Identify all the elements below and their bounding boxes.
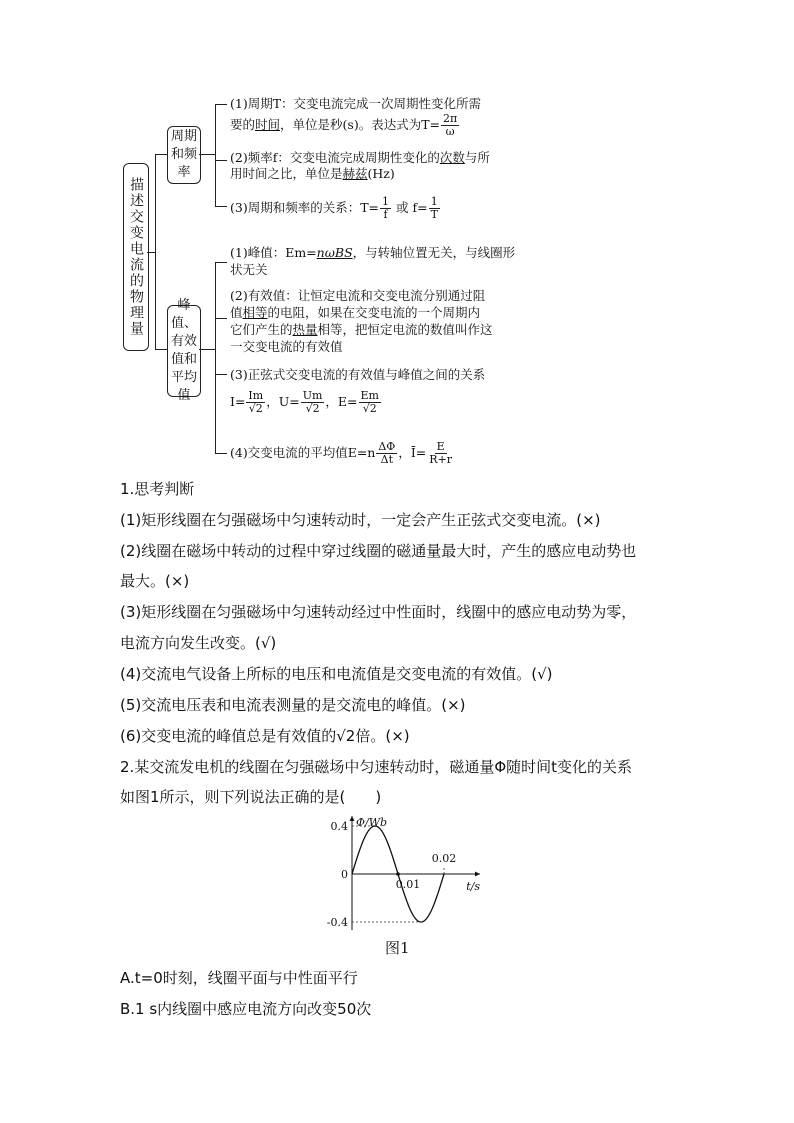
mindmap-root (123, 163, 149, 351)
period-line2: 要的时间，单位是秒(s)。表达式为T= $\frac{2\pi}{\omega}$ (230, 112, 458, 138)
x-axis-arrow (475, 872, 480, 877)
judgement-6: (6)交变电流的峰值总是有效值的√2倍。(×) (120, 727, 410, 745)
connector (215, 160, 227, 161)
average-line: (4)交变电流的平均值E=n $\frac{\Delta\Phi}{\Delta t}$ ，Ī= $\frac{E}{R+r}$ (230, 440, 453, 466)
section1-heading: 1.思考判断 (120, 480, 195, 498)
judgement-3b: 电流方向发生改变。(√) (120, 634, 277, 652)
connector (215, 206, 227, 207)
connector (215, 104, 216, 207)
connector (155, 154, 156, 350)
x-tick-0.02: 0.02 (431, 852, 457, 865)
option-b: B.1 s内线圈中感应电流方向改变50次 (120, 1000, 372, 1018)
connector (155, 154, 167, 155)
frequency-line2: 用时间之比，单位是赫兹(Hz) (230, 166, 395, 181)
judgement-1: (1)矩形线圈在匀强磁场中匀速转动时，一定会产生正弦式交变电流。(×) (120, 511, 601, 529)
option-a: A.t=0时刻，线圈平面与中性面平行 (120, 969, 358, 987)
mindmap-root-label: 描述交变电流的物理量 (128, 177, 144, 337)
judgement-3a: (3)矩形线圈在匀强磁场中匀速转动经过中性面时，线圈中的感应电动势为零， (120, 603, 637, 621)
judgement-5: (5)交流电压表和电流表测量的是交流电的峰值。(×) (120, 696, 466, 714)
x-axis-label: t/s (466, 880, 480, 893)
connector (199, 154, 215, 155)
period-line1: (1)周期T：交变电流完成一次周期性变化所需 (230, 96, 482, 111)
connector (215, 262, 216, 454)
judgement-2a: (2)线圈在磁场中转动的过程中穿过线圈的磁通量最大时，产生的感应电动势也 (120, 542, 637, 560)
relation-line: (3)周期和频率的关系：T= $\frac{1}{f}$ 或 f= $\frac{1}{T}$ (230, 195, 438, 221)
zero-crossing-point (396, 872, 400, 876)
connector (215, 318, 227, 319)
effective-line1: (2)有效值：让恒定电流和交变电流分别通过阻 (230, 288, 486, 303)
question2-stem-line1: 2.某交流发电机的线圈在匀强磁场中匀速转动时，磁通量Φ随时间t变化的关系 (120, 758, 633, 776)
y-tick-0.4: 0.4 (330, 820, 348, 833)
effective-line2: 值相等的电阻，如果在交变电流的一个周期内 (230, 305, 481, 320)
connector (215, 453, 227, 454)
connector (215, 374, 227, 375)
sqrt-two: √2 (336, 727, 356, 745)
connector (199, 349, 215, 350)
y-tick--0.4: -0.4 (326, 916, 348, 929)
period-formula: $\frac{2\pi}{\omega}$ (443, 112, 458, 138)
question2-stem-line2: 如图1所示，则下列说法正确的是( ) (120, 788, 382, 806)
y-axis-arrow (350, 816, 355, 821)
connector (147, 252, 155, 253)
y-axis-label: Φ/Wb (356, 816, 388, 829)
connector (215, 262, 227, 263)
x-tick-0.01: 0.01 (395, 878, 421, 891)
branch-peak-effective-average: 峰值、 有效 值和 平均 值 (167, 305, 201, 397)
y-tick-0: 0 (341, 868, 348, 881)
peak-line2: 状无关 (230, 262, 268, 277)
judgement-2b: 最大。(×) (120, 572, 190, 590)
peak-line1: (1)峰值：Em=nωBS，与转轴位置无关，与线圈形 (230, 245, 516, 260)
effective-line4: 一交变电流的有效值 (230, 339, 343, 354)
frequency-line1: (2)频率f：交变电流完成周期性变化的次数与所 (230, 150, 490, 165)
sine-relation-line: (3)正弦式交变电流的有效值与峰值之间的关系 (230, 367, 486, 382)
flux-time-chart (310, 812, 490, 930)
sine-formulas: I= $\frac{Im}{√2}$ ，U= $\frac{Um}{√2}$ ，E= $\frac{Em}{√2}$ (230, 389, 379, 415)
effective-line3: 它们产生的热量相等，把恒定电流的数值叫作这 (230, 322, 493, 337)
branch-period-frequency: 周期 和频 率 (167, 126, 201, 184)
figure-caption: 图1 (385, 939, 410, 957)
judgement-4: (4)交流电气设备上所标的电压和电流值是交变电流的有效值。(√) (120, 665, 553, 683)
connector (155, 349, 167, 350)
connector (215, 104, 227, 105)
